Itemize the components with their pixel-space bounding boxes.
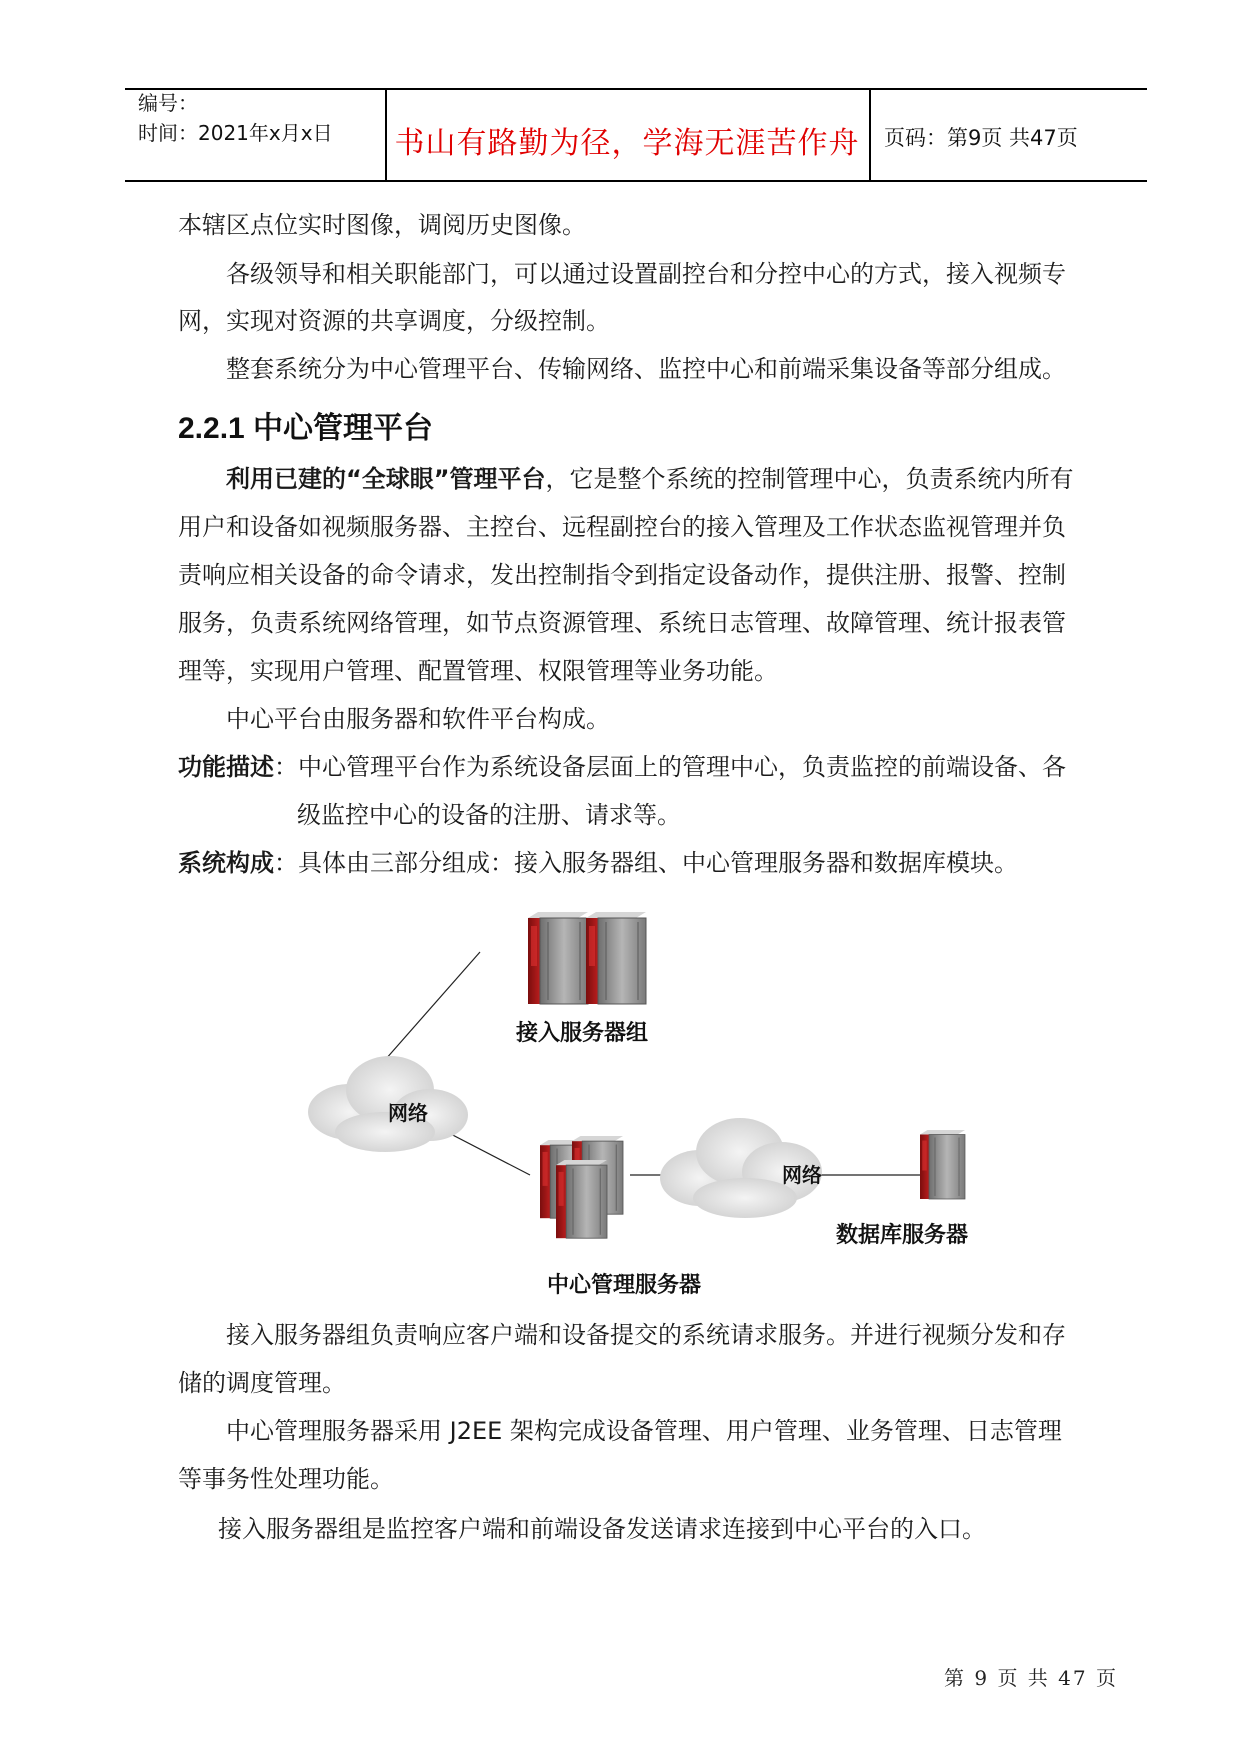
header-time-label: 时间：2021年x月x日	[138, 121, 333, 145]
paragraph-7-line-2: 等事务性处理功能。	[178, 1465, 394, 1493]
network-label-2: 网络	[782, 1163, 822, 1187]
paragraph-6-line-2: 储的调度管理。	[178, 1369, 346, 1397]
function-text-line-2: 级监控中心的设备的注册、请求等。	[297, 801, 681, 829]
header-page-info: 页码：第9页 共47页	[884, 126, 1078, 150]
paragraph-4-line-5: 理等，实现用户管理、配置管理、权限管理等业务功能。	[178, 657, 778, 685]
paragraph-2-line-2: 网，实现对资源的共享调度，分级控制。	[178, 307, 610, 335]
header-bottom-border	[125, 180, 1147, 182]
paragraph-4-rest: ，它是整个系统的控制管理中心，负责系统内所有	[545, 465, 1074, 493]
network-label-1: 网络	[388, 1101, 428, 1125]
paragraph-8: 接入服务器组是监控客户端和前端设备发送请求连接到中心平台的入口。	[218, 1515, 986, 1543]
database-server-icon	[920, 1130, 965, 1199]
paragraph-4-line-3: 责响应相关设备的命令请求，发出控制指令到指定设备动作，提供注册、报警、控制	[178, 561, 1066, 589]
paragraph-6-line-1: 接入服务器组负责响应客户端和设备提交的系统请求服务。并进行视频分发和存	[226, 1321, 1066, 1349]
function-text-line-1: ：中心管理平台作为系统设备层面上的管理中心，负责监控的前端设备、各	[274, 753, 1066, 781]
function-label: 功能描述	[178, 753, 274, 781]
paragraph-4-bold: 利用已建的“全球眼”管理平台	[226, 465, 546, 493]
access-group-label: 接入服务器组	[515, 1021, 649, 1046]
paragraph-4-line-4: 服务，负责系统网络管理，如节点资源管理、系统日志管理、故障管理、统计报表管	[178, 609, 1066, 637]
paragraph-7-line-1: 中心管理服务器采用 J2EE 架构完成设备管理、用户管理、业务管理、日志管理	[226, 1417, 1062, 1445]
system-text: ：具体由三部分组成：接入服务器组、中心管理服务器和数据库模块。	[274, 849, 1018, 877]
function-description	[178, 750, 1066, 784]
paragraph-4-line-2: 用户和设备如视频服务器、主控台、远程副控台的接入管理及工作状态监视管理并负	[178, 513, 1066, 541]
paragraph-1: 本辖区点位实时图像，调阅历史图像。	[178, 211, 586, 239]
section-heading: 2.2.1 中心管理平台	[178, 412, 434, 445]
central-server-label: 中心管理服务器	[546, 1273, 702, 1298]
page-footer: 第 9 页 共 47 页	[944, 1666, 1118, 1690]
system-composition	[178, 846, 1018, 880]
header-motto: 书山有路勤为径，学海无涯苦作舟	[394, 126, 860, 161]
paragraph-2-line-1: 各级领导和相关职能部门，可以通过设置副控台和分控中心的方式，接入视频专	[226, 260, 1066, 288]
system-label: 系统构成	[178, 849, 274, 877]
paragraph-5: 中心平台由服务器和软件平台构成。	[226, 705, 610, 733]
access-server-group-icon	[528, 912, 646, 1004]
header-number-label: 编号：	[138, 91, 198, 115]
link-access-to-network	[385, 952, 480, 1060]
header-meta	[138, 88, 333, 148]
network-diagram	[290, 900, 1010, 1300]
header-divider-2	[869, 88, 871, 182]
central-server-icon	[540, 1136, 623, 1238]
paragraph-3: 整套系统分为中心管理平台、传输网络、监控中心和前端采集设备等部分组成。	[226, 355, 1066, 383]
db-server-label: 数据库服务器	[835, 1223, 969, 1248]
paragraph-4-line-1	[226, 462, 1074, 496]
